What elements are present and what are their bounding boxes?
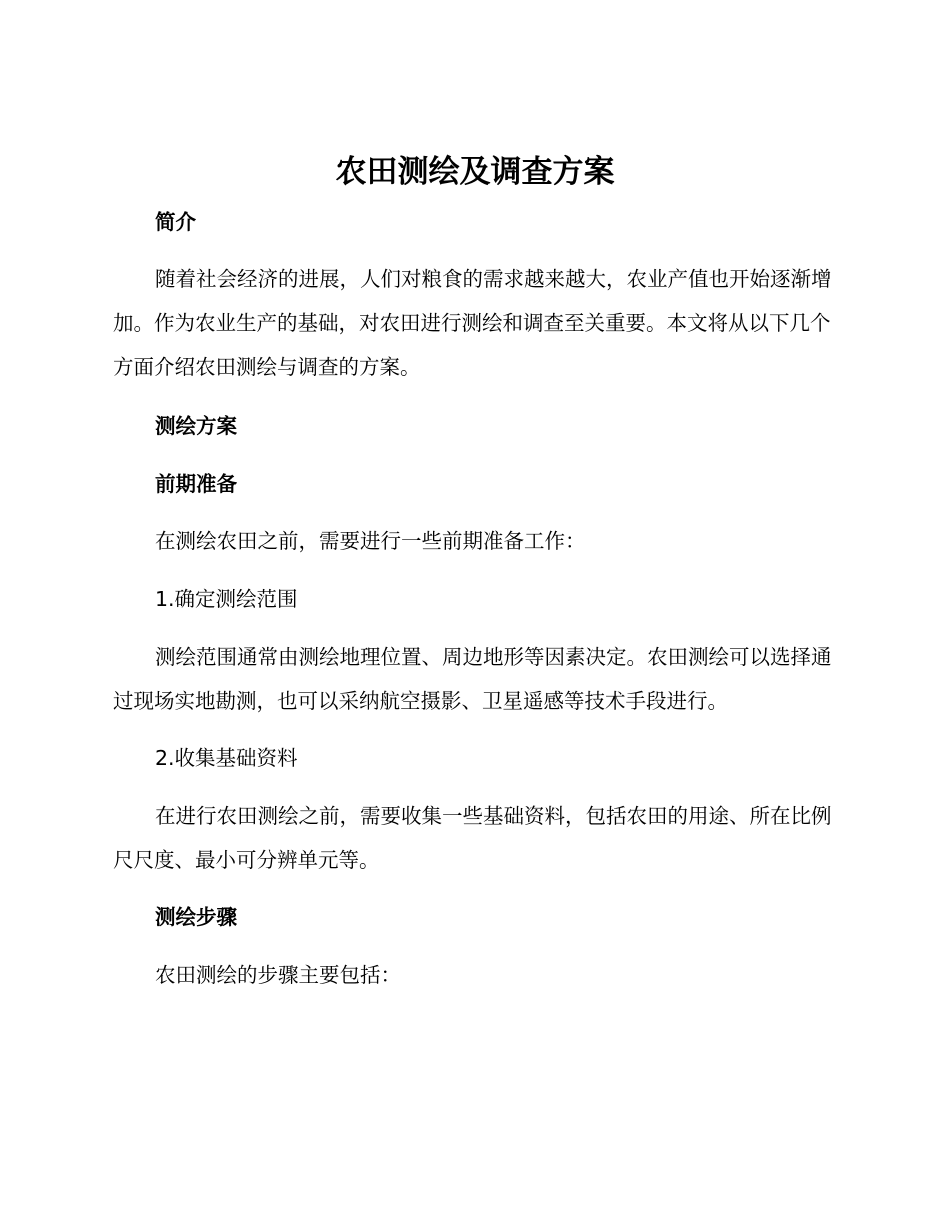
page-title: 农田测绘及调查方案 bbox=[335, 154, 615, 190]
section-heading-intro: 简介 bbox=[155, 210, 196, 234]
subsection-heading-steps: 测绘步骤 bbox=[155, 905, 237, 929]
paragraph-collect-data: 在进行农田测绘之前，需要收集一些基础资料，包括农田的用途、所在比例尺尺度、最小可分辨单元等。 bbox=[113, 804, 832, 872]
subsection-heading-preparation: 前期准备 bbox=[155, 472, 237, 496]
list-item-determine-scope: 1.确定测绘范围 bbox=[155, 587, 298, 611]
paragraph-intro: 随着社会经济的进展，人们对粮食的需求越来越大，农业产值也开始逐渐增加。作为农业生产的基础，对农田进行测绘和调查至关重要。本文将从以下几个方面介绍农田测绘与调查的方案。 bbox=[113, 267, 832, 379]
paragraph-preparation: 在测绘农田之前，需要进行一些前期准备工作： bbox=[155, 529, 586, 553]
section-heading-survey-plan: 测绘方案 bbox=[155, 414, 237, 438]
paragraph-scope: 测绘范围通常由测绘地理位置、周边地形等因素决定。农田测绘可以选择通过现场实地勘测，也可以采纳航空摄影、卫星遥感等技术手段进行。 bbox=[113, 645, 832, 713]
paragraph-steps: 农田测绘的步骤主要包括： bbox=[155, 963, 401, 987]
list-item-collect-data: 2.收集基础资料 bbox=[155, 746, 298, 770]
